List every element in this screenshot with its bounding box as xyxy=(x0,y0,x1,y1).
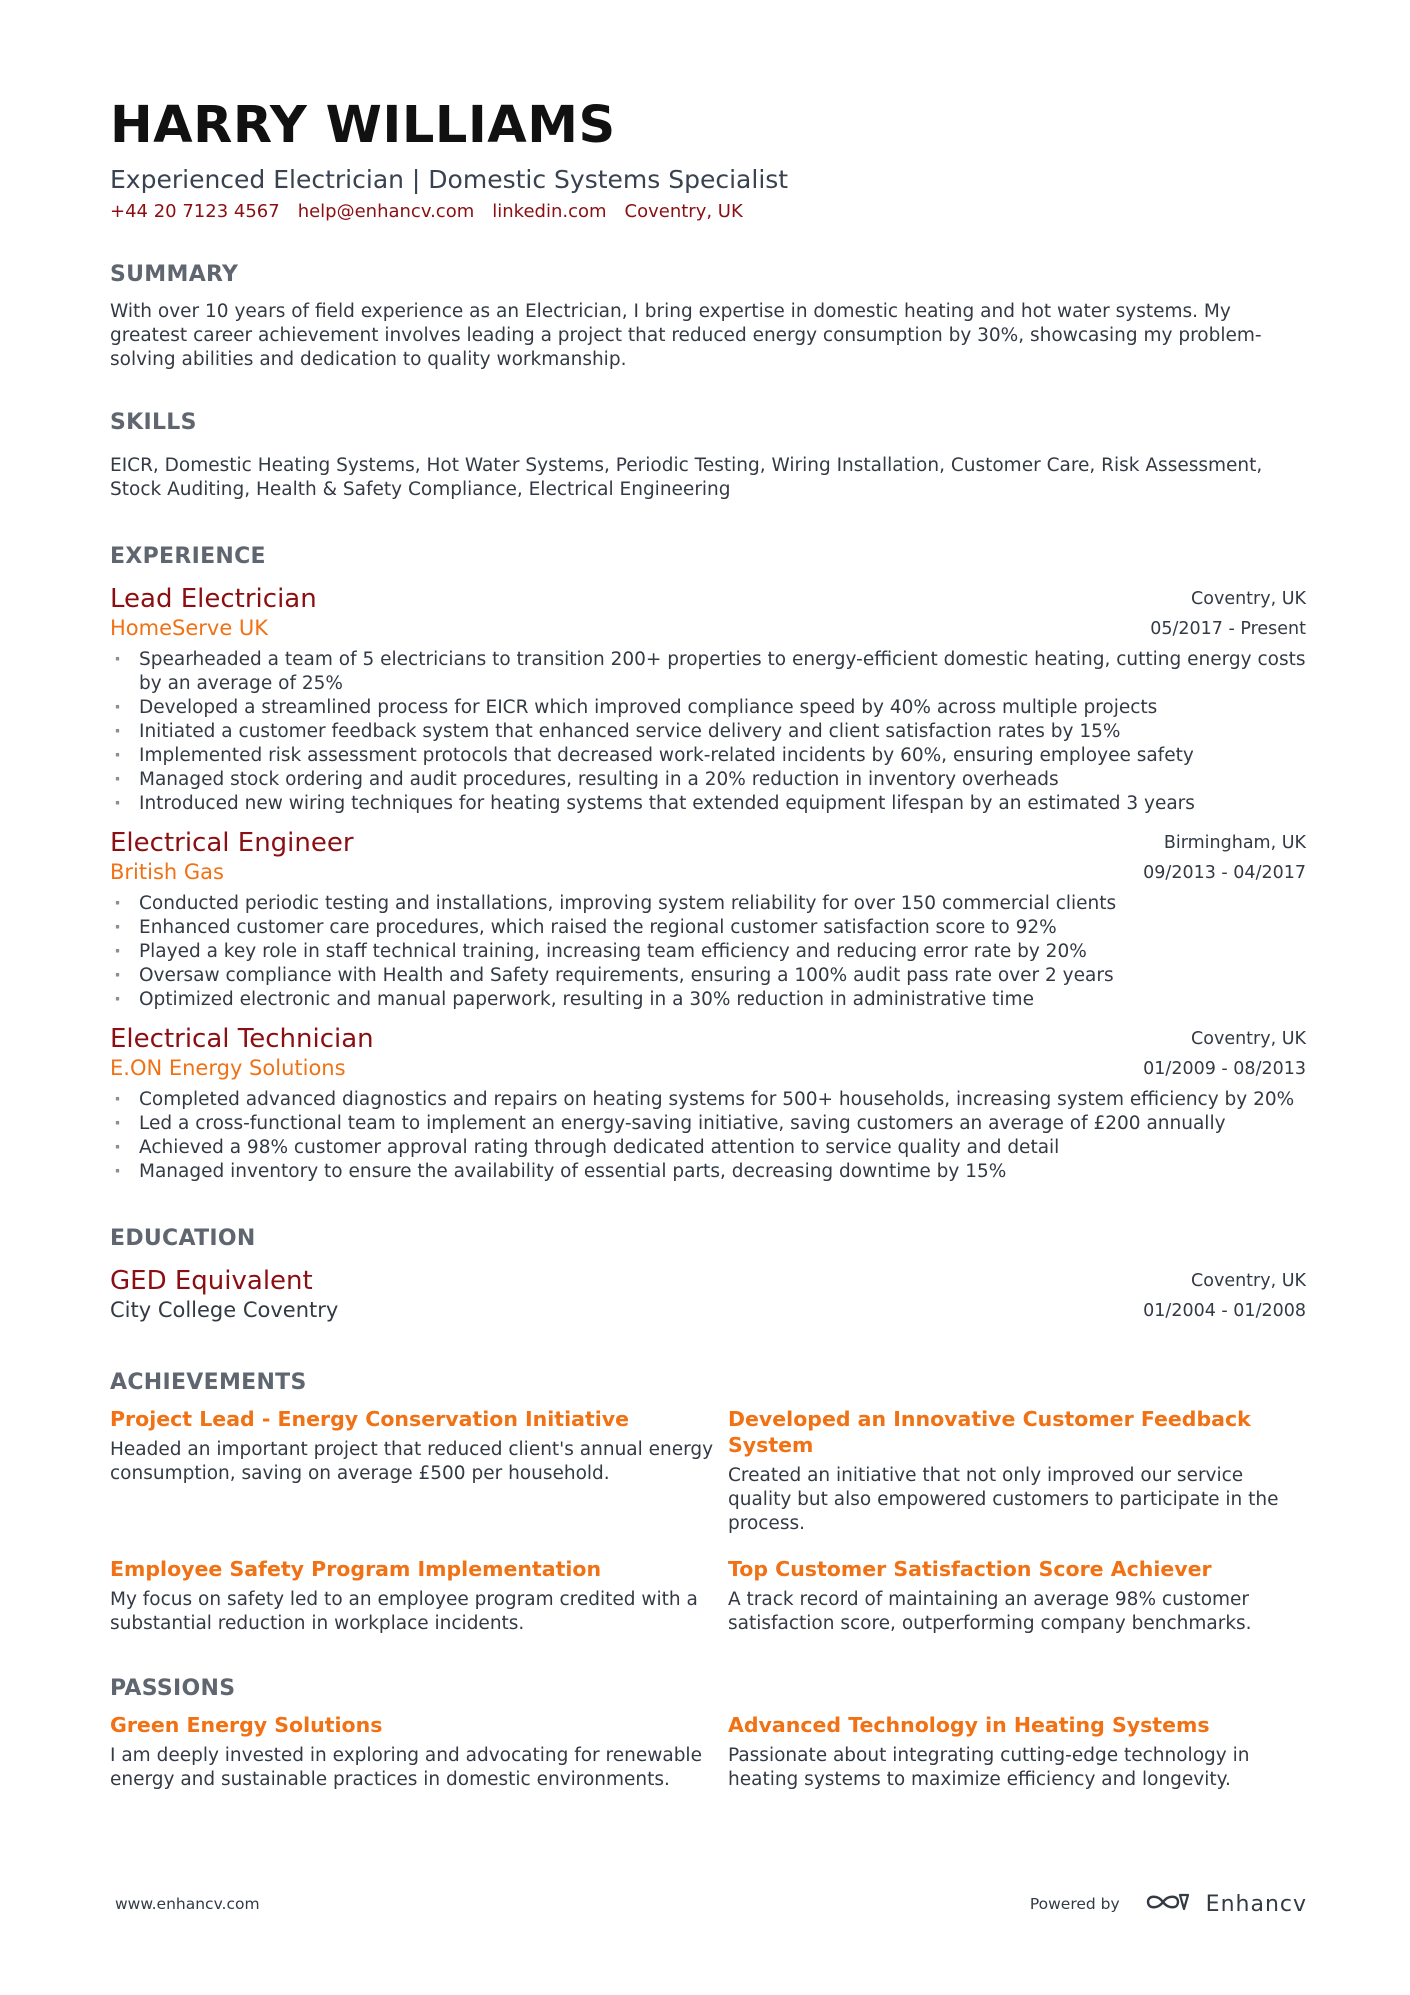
achievement-desc: Headed an important project that reduced client's annual energy consumption, saving on average £500 per household. xyxy=(110,1439,714,1484)
job-bullets xyxy=(110,648,1306,816)
achievements-section xyxy=(110,1372,1306,1636)
job-bullets xyxy=(110,1088,1306,1184)
list-item: · Completed advanced diagnostics and repairs on heating systems for 500+ households, increasing system efficiency by 20% xyxy=(110,1088,1306,1112)
job-title: Electrical Engineer xyxy=(110,828,354,858)
achievements-grid xyxy=(110,1406,1306,1636)
experience-section xyxy=(110,546,1306,1184)
achievement-desc: My focus on safety led to an employee program credited with a substantial reduction in workplace incidents. xyxy=(110,1589,698,1634)
contact-row xyxy=(110,201,1306,222)
job-company: E.ON Energy Solutions xyxy=(110,1056,346,1080)
section-heading: EDUCATION xyxy=(110,1226,256,1251)
section-heading: ACHIEVEMENTS xyxy=(110,1370,307,1395)
powered-by-label: Powered by xyxy=(1029,1895,1120,1913)
list-item: · Spearheaded a team of 5 electricians to transition 200+ properties to energy-efficient domestic heating, cutting energy costs by an average of 25% xyxy=(110,648,1306,696)
list-item: · Enhanced customer care procedures, which raised the regional customer satisfaction score to 92% xyxy=(110,916,1306,940)
list-item: · Implemented risk assessment protocols that decreased work-related incidents by 60%, ensuring employee safety xyxy=(110,744,1306,768)
summary-section xyxy=(110,264,1306,372)
job-company: British Gas xyxy=(110,860,224,884)
section-heading: EXPERIENCE xyxy=(110,544,266,569)
achievement-item xyxy=(110,1406,728,1536)
job-entry xyxy=(110,584,1306,816)
passion-title: Green Energy Solutions xyxy=(110,1713,383,1737)
list-item: · Managed stock ordering and audit procedures, resulting in a 20% reduction in inventory overheads xyxy=(110,768,1306,792)
resume-header xyxy=(110,96,1306,222)
list-item: · Conducted periodic testing and installations, improving system reliability for over 150 commercial clients xyxy=(110,892,1306,916)
job-title: Electrical Technician xyxy=(110,1024,374,1054)
footer-brand xyxy=(1030,1890,1307,1918)
section-heading: SKILLS xyxy=(110,410,197,435)
passion-item xyxy=(110,1712,728,1792)
list-item: · Initiated a customer feedback system that enhanced service delivery and client satisfaction rates by 15% xyxy=(110,720,1306,744)
achievement-title: Project Lead - Energy Conservation Initiative xyxy=(110,1407,630,1431)
achievement-title: Developed an Innovative Customer Feedback System xyxy=(728,1407,1251,1457)
achievement-item xyxy=(728,1556,1306,1636)
enhancv-logo-icon xyxy=(1144,1890,1192,1918)
achievement-title: Top Customer Satisfaction Score Achiever xyxy=(728,1557,1212,1581)
list-item: · Introduced new wiring techniques for heating systems that extended equipment lifespan by an estimated 3 years xyxy=(110,792,1306,816)
job-title: Lead Electrician xyxy=(110,584,317,614)
education-dates: 01/2004 - 01/2008 xyxy=(1143,1301,1306,1321)
resume-page xyxy=(110,96,1306,1792)
skills-text: EICR, Domestic Heating Systems, Hot Water Systems, Periodic Testing, Wiring Installation, Customer Care, Risk Assessment, Stock Auditing, Health & Safety Compliance, Electrical Engineering xyxy=(110,455,1263,500)
passion-desc: Passionate about integrating cutting-edge technology in heating systems to maximize efficiency and longevity. xyxy=(728,1745,1250,1790)
passion-item xyxy=(728,1712,1306,1792)
contact-location: Coventry, UK xyxy=(624,201,743,222)
brand-name: Enhancv xyxy=(1205,1891,1307,1917)
candidate-title: Experienced Electrician | Domestic Systems Specialist xyxy=(110,165,789,194)
education-section xyxy=(110,1228,1306,1326)
summary-text: With over 10 years of field experience as an Electrician, I bring expertise in domestic heating and hot water systems. My greatest career achievement involves leading a project that reduced energy consumption by 30%, showcasing my problem-solving abilities and dedication to quality workmanship. xyxy=(110,301,1262,370)
footer-url[interactable]: www.enhancv.com xyxy=(115,1895,260,1913)
contact-phone[interactable]: +44 20 7123 4567 xyxy=(110,201,280,222)
job-location: Birmingham, UK xyxy=(1163,833,1306,853)
section-heading: SUMMARY xyxy=(110,262,239,287)
job-entry xyxy=(110,828,1306,1012)
list-item: · Managed inventory to ensure the availability of essential parts, decreasing downtime by 15% xyxy=(110,1160,1306,1184)
passions-grid xyxy=(110,1712,1306,1792)
job-entry xyxy=(110,1024,1306,1184)
job-company: HomeServe UK xyxy=(110,616,269,640)
passion-title: Advanced Technology in Heating Systems xyxy=(728,1713,1210,1737)
achievement-desc: Created an initiative that not only improved our service quality but also empowered customers to participate in the process. xyxy=(728,1465,1279,1534)
job-location: Coventry, UK xyxy=(1191,1029,1306,1049)
job-dates: 09/2013 - 04/2017 xyxy=(1143,863,1306,883)
list-item: · Optimized electronic and manual paperwork, resulting in a 30% reduction in administrative time xyxy=(110,988,1306,1012)
candidate-name: HARRY WILLIAMS xyxy=(110,96,616,155)
section-heading: PASSIONS xyxy=(110,1676,236,1701)
list-item: · Achieved a 98% customer approval rating through dedicated attention to service quality and detail xyxy=(110,1136,1306,1160)
achievement-desc: A track record of maintaining an average 98% customer satisfaction score, outperforming company benchmarks. xyxy=(728,1589,1252,1634)
degree-title: GED Equivalent xyxy=(110,1266,313,1296)
contact-email[interactable]: help@enhancv.com xyxy=(297,201,475,222)
skills-section xyxy=(110,412,1306,502)
education-entry xyxy=(110,1266,1306,1326)
education-location: Coventry, UK xyxy=(1191,1271,1306,1291)
school-name: City College Coventry xyxy=(110,1298,339,1322)
list-item: · Led a cross-functional team to implement an energy-saving initiative, saving customers an average of £200 annually xyxy=(110,1112,1306,1136)
page-footer xyxy=(115,1890,1307,1918)
list-item: · Oversaw compliance with Health and Safety requirements, ensuring a 100% audit pass rate over 2 years xyxy=(110,964,1306,988)
job-dates: 01/2009 - 08/2013 xyxy=(1143,1059,1306,1079)
job-location: Coventry, UK xyxy=(1191,589,1306,609)
job-dates: 05/2017 - Present xyxy=(1150,619,1306,639)
achievement-title: Employee Safety Program Implementation xyxy=(110,1557,602,1581)
list-item: · Developed a streamlined process for EICR which improved compliance speed by 40% across multiple projects xyxy=(110,696,1306,720)
job-bullets xyxy=(110,892,1306,1012)
achievement-item xyxy=(728,1406,1306,1536)
passion-desc: I am deeply invested in exploring and advocating for renewable energy and sustainable practices in domestic environments. xyxy=(110,1745,702,1790)
list-item: · Played a key role in staff technical training, increasing team efficiency and reducing error rate by 20% xyxy=(110,940,1306,964)
achievement-item xyxy=(110,1556,728,1636)
contact-linkedin[interactable]: linkedin.com xyxy=(492,201,607,222)
passions-section xyxy=(110,1678,1306,1792)
